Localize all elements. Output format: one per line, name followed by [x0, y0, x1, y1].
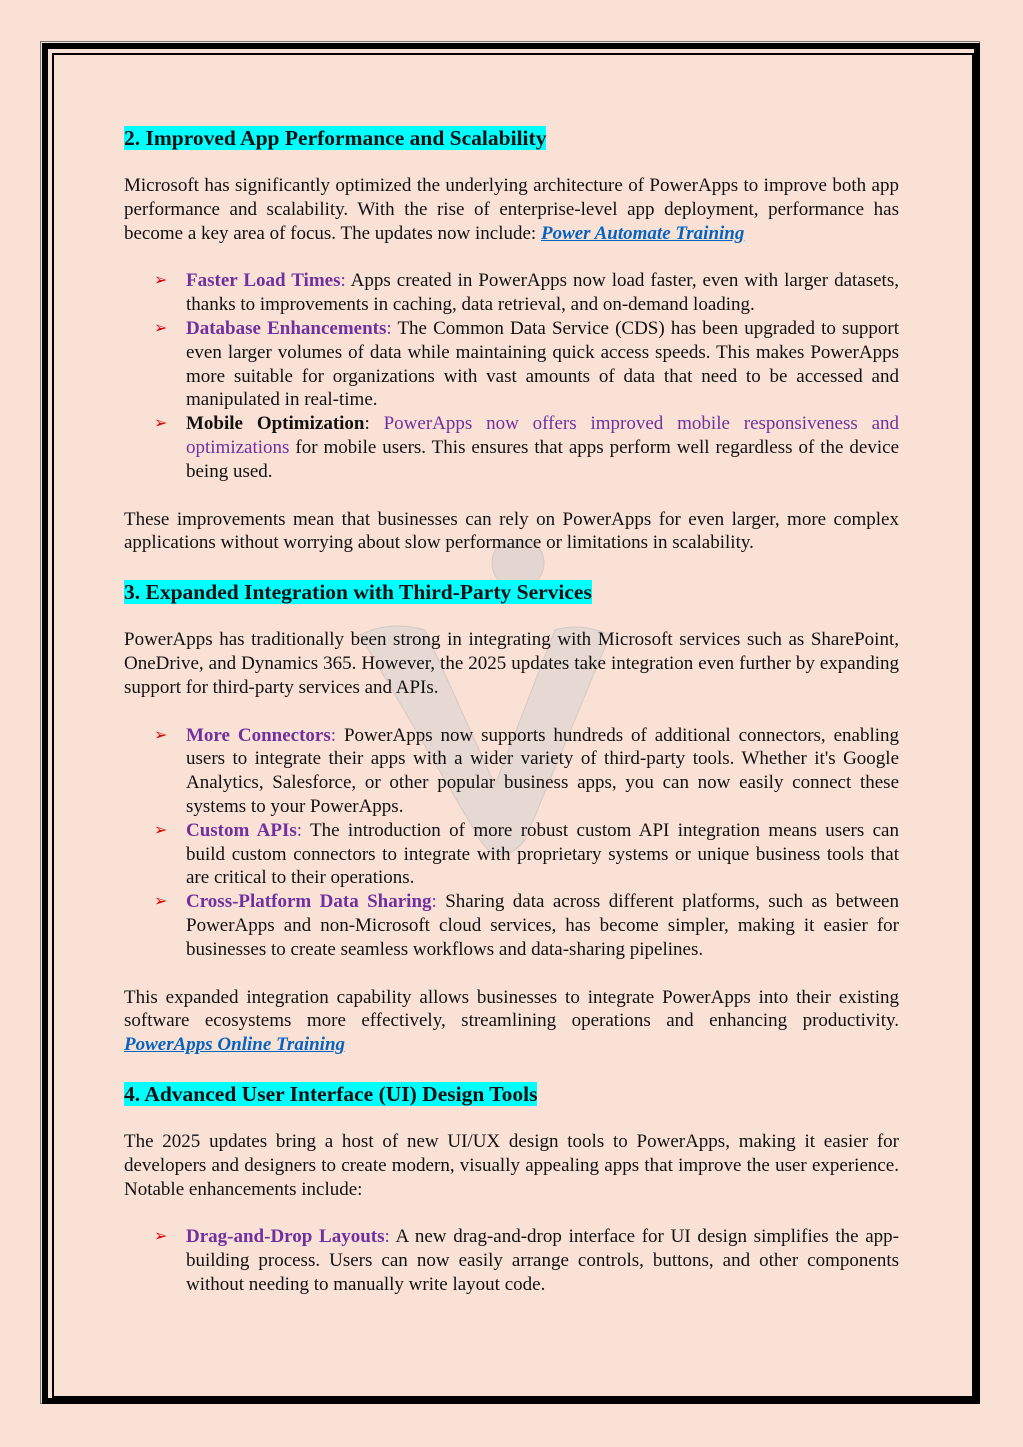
section-intro: PowerApps has traditionally been strong in integrating with Microsoft services such as SharePoint, OneDrive, and Dynamics 365. However, the 2025 updates take integration even further by expanding support for third-party services and APIs. [124, 629, 899, 698]
arrow-bullet-icon: ➢ [154, 319, 168, 337]
arrow-bullet-icon: ➢ [154, 726, 168, 744]
section-heading: 4. Advanced User Interface (UI) Design Tools [124, 1081, 538, 1106]
arrow-bullet-icon: ➢ [154, 272, 168, 290]
arrow-bullet-icon: ➢ [154, 1228, 168, 1246]
section-heading: 2. Improved App Performance and Scalability [124, 126, 547, 150]
section-outro: These improvements mean that businesses can rely on PowerApps for even larger, more complex applications without worrying about slow performance or limitations in scalability. [124, 508, 899, 554]
power-automate-training-link[interactable]: Power Automate Training [540, 222, 745, 244]
bullet-list [124, 269, 899, 483]
list-item: ➢ Custom APIs: The introduction of more robust custom API integration means users can build custom connectors to integrate with proprietary systems or unique business tools that are critical to their operations. [154, 819, 899, 889]
arrow-bullet-icon: ➢ [154, 893, 168, 911]
section-outro: This expanded integration capability allows businesses to integrate PowerApps into their existing software ecosystems more effectively, streamlining operations and enhancing productivity. PowerApps Online Training [124, 986, 899, 1056]
list-item: ➢ Mobile Optimization: PowerApps now offers improved mobile responsiveness and optimizations for mobile users. This ensures that apps perform well regardless of the device being used. [154, 413, 899, 482]
section-heading: 3. Expanded Integration with Third-Party Services [124, 580, 592, 605]
list-item: ➢ Drag-and-Drop Layouts: A new drag-and-drop interface for UI design simplifies the app-building process. Users can now easily arrange controls, buttons, and other components without needing to manually write layout code. [154, 1226, 900, 1295]
list-item: ➢ More Connectors: PowerApps now supports hundreds of additional connectors, enabling users to integrate their apps with a wider variety of third-party tools. Whether it's Google Analytics, Salesforce, or other popular business apps, you can now easily connect these systems to your PowerApps. [154, 724, 899, 817]
list-item: ➢ Cross-Platform Data Sharing: Sharing data across different platforms, such as between PowerApps and non-Microsoft cloud services, has become simpler, making it easier for businesses to create seamless workflows and data-sharing pipelines. [154, 891, 899, 960]
powerapps-online-training-link[interactable]: PowerApps Online Training [124, 1034, 346, 1056]
bullet-list [124, 724, 899, 962]
bullet-list [124, 1225, 899, 1296]
list-item: ➢ Database Enhancements: The Common Data Service (CDS) has been upgraded to support even larger volumes of data while maintaining quick access speeds. This makes PowerApps more suitable for organizations with vast amounts of data that need to be accessed and manipulated in real-time. [154, 317, 900, 411]
section-intro: Microsoft has significantly optimized the underlying architecture of PowerApps to improve both app performance and scalability. With the rise of enterprise-level app deployment, performance has become a key area of focus. The updates now include: Power Automate Training [124, 175, 899, 244]
document-body [124, 125, 899, 1321]
arrow-bullet-icon: ➢ [154, 821, 168, 839]
section-intro: The 2025 updates bring a host of new UI/UX design tools to PowerApps, making it easier for developers and designers to create modern, visually appealing apps that improve the user experience. Notable enhancements include: [124, 1130, 899, 1200]
list-item: ➢ Faster Load Times: Apps created in PowerApps now load faster, even with larger datasets, thanks to improvements in caching, data retrieval, and on-demand loading. [154, 270, 899, 316]
arrow-bullet-icon: ➢ [154, 415, 168, 433]
